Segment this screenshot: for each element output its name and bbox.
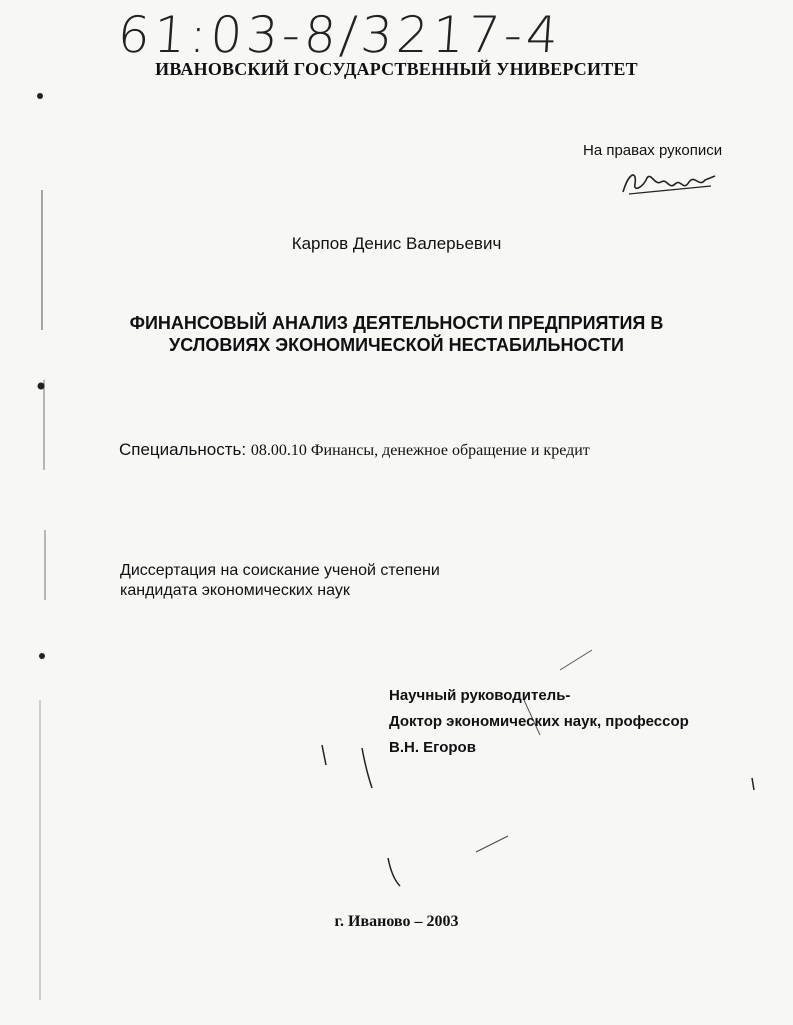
punch-mark: [37, 93, 43, 99]
degree-statement: [120, 561, 440, 601]
pencil-mark: [388, 858, 400, 886]
pencil-mark: [752, 778, 754, 790]
manuscript-note: На правах рукописи: [583, 142, 723, 159]
degree-line-1: Диссертация на соискание ученой степени: [120, 562, 440, 579]
specialty-label: Специальность:: [119, 440, 247, 459]
signature-image: [615, 162, 725, 202]
supervisor-name: В.Н. Егоров: [389, 739, 476, 756]
punch-mark: [39, 653, 45, 659]
archive-code-handwritten: 61:03-8/3217-4: [115, 6, 564, 64]
title-line-2: УСЛОВИЯХ ЭКОНОМИЧЕСКОЙ НЕСТАБИЛЬНОСТИ: [169, 335, 624, 355]
supervisor-block: [389, 683, 689, 761]
pencil-mark: [362, 748, 372, 788]
place-year: г. Иваново – 2003: [334, 913, 459, 930]
pencil-mark: [560, 650, 592, 670]
university-name: ИВАНОВСКИЙ ГОСУДАРСТВЕННЫЙ УНИВЕРСИТЕТ: [155, 59, 638, 79]
degree-line-2: кандидата экономических наук: [120, 582, 350, 599]
pencil-mark: [476, 836, 508, 852]
title-line-1: ФИНАНСОВЫЙ АНАЛИЗ ДЕЯТЕЛЬНОСТИ ПРЕДПРИЯТИЯ В: [129, 313, 664, 333]
pencil-mark: [322, 745, 326, 765]
dissertation-title: [0, 312, 793, 356]
supervisor-rank: Доктор экономических наук, профессор: [389, 713, 689, 730]
specialty-value: 08.00.10 Финансы, денежное обращение и кредит: [250, 442, 590, 459]
specialty: [119, 440, 590, 460]
author-name: Карпов Денис Валерьевич: [291, 234, 502, 253]
punch-mark: [38, 383, 45, 390]
supervisor-role: Научный руководитель-: [389, 687, 571, 704]
